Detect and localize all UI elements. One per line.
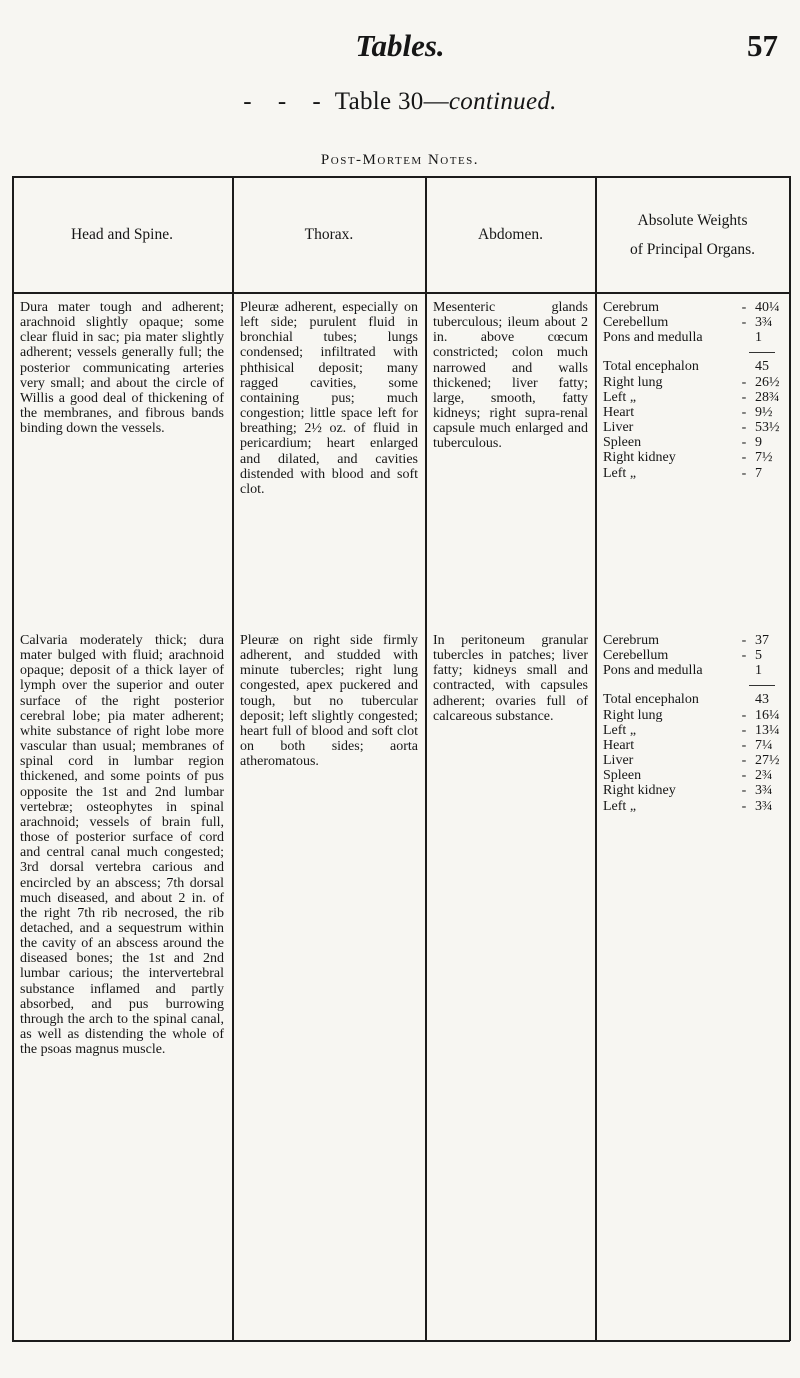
weight-row: Pons and medulla 1 xyxy=(603,663,762,679)
weight-row: Right lung - 26½ xyxy=(603,374,780,390)
running-head xyxy=(0,28,800,72)
weight-row: Right kidney - 3¾ xyxy=(603,783,773,799)
case-1-abdomen: Mesenteric glands tuberculous; ileum about 2 in. above cœcum constricted; colon much narrowed and walls thickened; liver fatty; large, smooth, fatty kidneys; right supra-renal capsule much enlarged and tuberculous. xyxy=(433,300,588,452)
table-rule xyxy=(12,1340,790,1342)
table-rule xyxy=(12,292,790,294)
column-heading-head-spine: Head and Spine. xyxy=(70,226,173,244)
weight-row: Right lung - 16¼ xyxy=(603,707,780,723)
weight-row: Heart - 7¼ xyxy=(603,737,773,753)
weight-row: Spleen - 9 xyxy=(603,435,762,451)
column-heading-abdomen: Abdomen. xyxy=(477,226,543,244)
table-title-prefix: - - - xyxy=(243,88,331,115)
section-title: Post-Mortem Notes. xyxy=(320,152,480,168)
table-title xyxy=(0,88,800,116)
case-2-abdomen: In peritoneum granular tubercles in patches; liver fatty; kidneys small and contracted, with capsules adherent; ovaries full of calcareous substance. xyxy=(433,633,588,724)
table-title-text: Table 30— xyxy=(334,88,449,115)
weight-row: Left „ - 7 xyxy=(603,465,762,481)
case-2-head-spine: Calvaria moderately thick; dura mater bulged with fluid; arachnoid opaque; deposit of a thick layer of lymph over the superior and outer surface of the right posterior cerebral lobe; pia mater adherent; white substance of right lobe more vascular than usual; membranes of spinal cord in lumbar region thickened, and some points of pus opposite the 1st and 2nd lumbar vertebræ; osteophytes in spinal arachnoid; vessels of brain full, those of posterior surface of cord and central canal much congested; 3rd dorsal vertebra carious and encircled by an abscess; 7th dorsal much diseased, and about 2 in. of the right 7th rib necrosed, the rib detached, and a sequestrum within the cavity of an abscess around the diseased bones; the 1st and 2nd lumbar carious; the intervertebral substance inflamed and partly absorbed, and pus burrowing through the arch to the spinal canal, as well as distending the whole of the psoas magnus muscle. xyxy=(20,633,224,1058)
weight-row: Heart - 9½ xyxy=(603,404,773,420)
running-title: Tables. xyxy=(355,28,445,63)
case-2-thorax: Pleuræ on right side firmly adherent, and studded with minute tubercles; right lung congested, apex puckered and tough, but no tubercular deposit; left slightly congested; heart full of blood and soft clot on both sides; aorta atheromatous. xyxy=(240,633,418,770)
column-divider xyxy=(232,176,234,1341)
weight-row: Cerebrum - 37 xyxy=(603,633,769,648)
column-divider xyxy=(789,176,791,1341)
sum-rule xyxy=(749,352,775,353)
column-heading-weights: Absolute Weights of Principal Organs. xyxy=(630,211,755,258)
weight-row: Pons and medulla 1 xyxy=(603,330,762,346)
weight-row: Left „ - 28¾ xyxy=(603,389,780,405)
weight-row: Spleen - 2¾ xyxy=(603,768,773,784)
weight-row: Liver - 27½ xyxy=(603,753,780,769)
weight-row: Left „ - 13¼ xyxy=(603,722,780,738)
case-1-thorax: Pleuræ adherent, especially on left side; purulent fluid in bronchial tubes; lungs condensed; infiltrated with phthisical deposit; many ragged cavities, some containing pus; much congestion; little space left for breathing; 2½ oz. of fluid in pericardium; heart enlarged and dilated, and cavities distended with blood and soft clot. xyxy=(240,300,418,497)
weight-row: Total encephalon 45 xyxy=(603,359,769,375)
case-1-head-spine: Dura mater tough and adherent; arachnoid slightly opaque; some clear fluid in sac; pia mater slightly adherent; vessels generally full; the posterior communicating arteries very small; and about the circle of Willis a good deal of thickening of the membranes, and fibrous bands binding down the vessels. xyxy=(20,300,224,437)
case-2-weights xyxy=(603,633,783,814)
column-divider xyxy=(425,176,427,1341)
sum-rule xyxy=(749,685,775,686)
weight-row: Cerebellum - 3¾ xyxy=(603,315,773,331)
table-title-continued: continued. xyxy=(448,88,557,115)
weight-row: Left „ - 3¾ xyxy=(603,798,773,814)
column-divider xyxy=(595,176,597,1341)
page-number: 57 xyxy=(747,28,778,63)
weight-row: Total encephalon 43 xyxy=(603,692,769,708)
case-1-weights xyxy=(603,300,783,481)
column-divider xyxy=(12,176,14,1341)
weight-row: Liver - 53½ xyxy=(603,420,780,436)
table-rule xyxy=(12,176,790,178)
weight-row: Right kidney - 7½ xyxy=(603,450,773,466)
weight-row: Cerebrum - 40¼ xyxy=(603,300,780,315)
weight-row: Cerebellum - 5 xyxy=(603,648,762,664)
column-heading-thorax: Thorax. xyxy=(304,226,354,244)
